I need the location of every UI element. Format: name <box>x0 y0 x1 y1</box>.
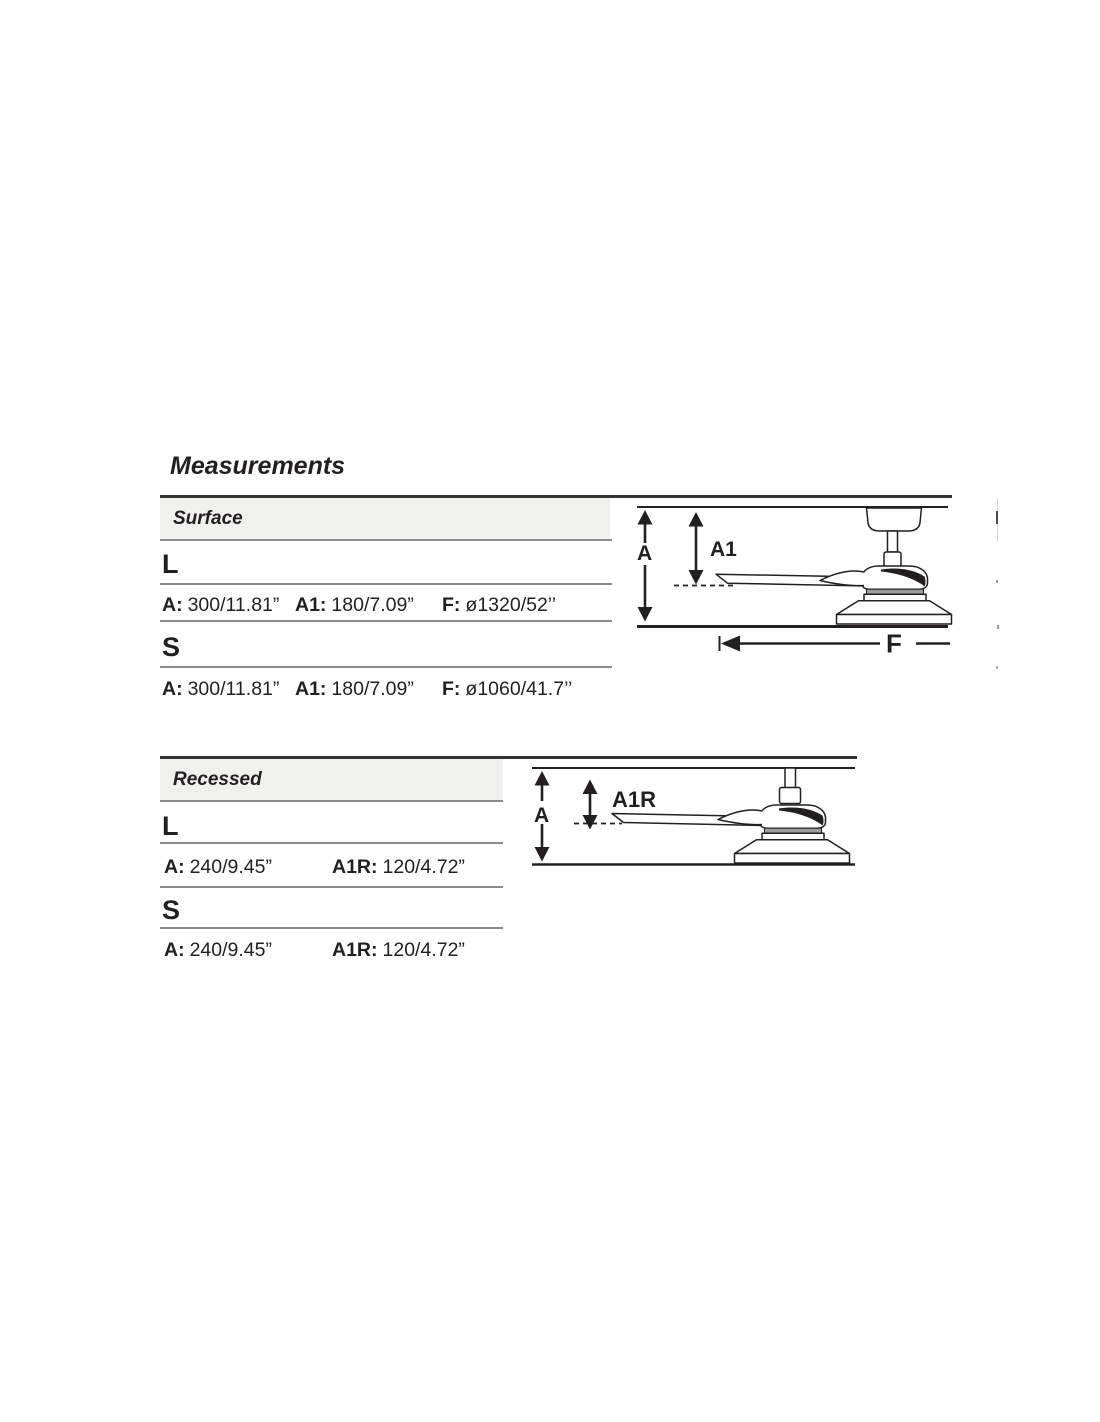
dim-arrow-a1r-head-down <box>583 815 598 830</box>
recessed-row-s-variant: S <box>162 895 181 925</box>
recessed-header-rule <box>160 800 503 802</box>
spec-label: A: <box>162 678 183 700</box>
recessed-header-label: Recessed <box>173 769 262 790</box>
recessed-rod <box>785 768 796 788</box>
spec-label: F: <box>442 594 461 616</box>
dim-arrow-a-head-up <box>638 510 653 525</box>
dim-label-a: A <box>534 804 550 827</box>
spec-value: 120/4.72” <box>382 856 465 878</box>
surface-diagram <box>630 488 962 660</box>
spec-label: A1R: <box>332 856 378 878</box>
table-rule <box>160 886 503 888</box>
spec-value: 240/9.45” <box>189 939 272 961</box>
diffuser-neck <box>762 833 824 840</box>
dim-label-a: A <box>637 542 653 565</box>
dim-arrow-a1-head-down <box>689 570 704 585</box>
rod-coupler <box>884 552 901 567</box>
page-edge-artifact <box>996 511 998 524</box>
spec-value: 240/9.45” <box>189 856 272 878</box>
spec-value: ø1320/52’’ <box>465 594 557 616</box>
spec-value: 120/4.72” <box>382 939 465 961</box>
spec-value: 180/7.09” <box>331 594 414 616</box>
page-edge-artifact <box>996 580 998 583</box>
spec-value: ø1060/41.7’’ <box>465 678 573 700</box>
diffuser-rim <box>735 854 850 864</box>
spec-label: A1: <box>295 594 327 616</box>
spec-value: 300/11.81” <box>187 594 280 616</box>
table-rule <box>160 666 612 668</box>
table-rule <box>160 927 503 929</box>
spec-label: A: <box>162 594 183 616</box>
table-rule <box>160 583 612 585</box>
recessed-row-l-variant: L <box>162 811 179 841</box>
surface-header-label: Surface <box>173 508 243 529</box>
surface-row-l-variant: L <box>162 549 179 579</box>
spec-label: A: <box>164 939 185 961</box>
spec-value: 180/7.09” <box>331 678 414 700</box>
rod-coupler <box>780 788 801 804</box>
diffuser-cone <box>837 601 952 615</box>
spec-label: A1R: <box>332 939 378 961</box>
dim-label-a1r: A1R <box>612 787 657 812</box>
page-edge-artifact <box>997 625 999 629</box>
page-edge-artifact <box>996 666 998 669</box>
table-rule <box>160 620 612 622</box>
dim-label-f: F <box>886 628 902 659</box>
spec-value: 300/11.81” <box>187 678 280 700</box>
downrod <box>888 531 898 552</box>
dim-label-a1: A1 <box>710 538 737 561</box>
spec-label: F: <box>442 678 461 700</box>
surface-row-s-variant: S <box>162 632 181 662</box>
dim-arrow-a-head-down <box>638 607 653 622</box>
spec-label: A1: <box>295 678 327 700</box>
surface-header-rule <box>160 539 612 541</box>
spec-label: A: <box>164 856 185 878</box>
dim-arrow-a-head-up <box>535 771 550 786</box>
diffuser-neck <box>864 594 926 601</box>
recessed-diagram <box>520 750 866 872</box>
surface-s-specs <box>160 678 620 708</box>
dim-arrow-f-head-left <box>721 636 740 652</box>
diffuser-cone <box>735 840 850 854</box>
dim-arrow-a-head-down <box>535 847 550 862</box>
dim-arrow-a1r-head-up <box>583 780 598 795</box>
canopy <box>867 508 922 531</box>
recessed-s-specs <box>160 939 510 969</box>
table-rule <box>160 842 503 844</box>
diffuser-rim <box>837 615 952 625</box>
dim-arrow-a1-head-up <box>689 512 704 527</box>
page-title: Measurements <box>170 452 346 480</box>
recessed-l-specs <box>160 856 510 886</box>
